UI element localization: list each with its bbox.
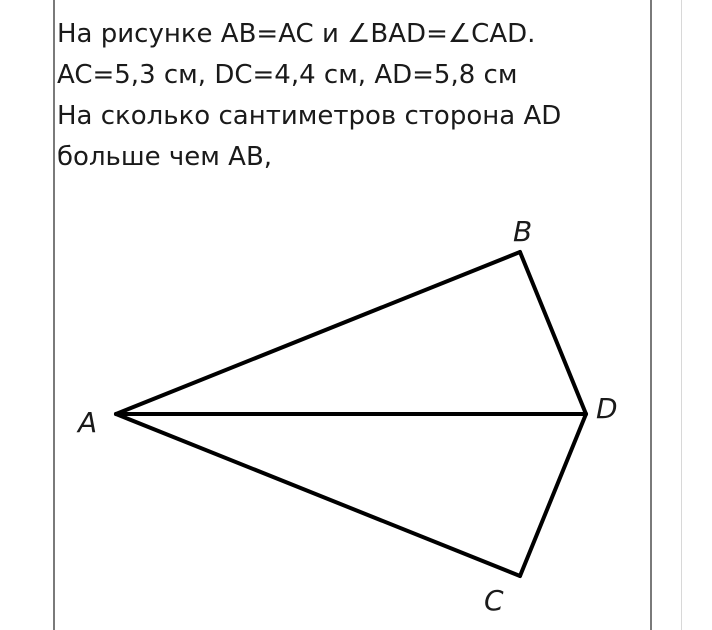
scroll-edge xyxy=(681,0,682,630)
segment-bd xyxy=(520,252,586,414)
problem-line-4: больше чем AB, xyxy=(57,142,273,172)
problem-line-2: AC=5,3 см, DC=4,4 см, AD=5,8 см xyxy=(57,60,518,90)
vertex-label-c: C xyxy=(484,584,504,617)
vertex-label-a: A xyxy=(78,406,98,439)
right-border xyxy=(650,0,652,630)
vertex-label-b: B xyxy=(513,215,533,248)
segment-ac xyxy=(116,414,520,576)
problem-text xyxy=(57,14,647,178)
problem-line-1: На рисунке AB=AC и ∠BAD=∠CAD. xyxy=(57,19,536,49)
left-border xyxy=(53,0,55,630)
geometry-figure xyxy=(56,200,650,625)
vertex-label-d: D xyxy=(596,392,618,425)
problem-line-3: На сколько сантиметров сторона AD xyxy=(57,101,562,131)
segment-dc xyxy=(520,414,586,576)
segment-ab xyxy=(116,252,520,414)
